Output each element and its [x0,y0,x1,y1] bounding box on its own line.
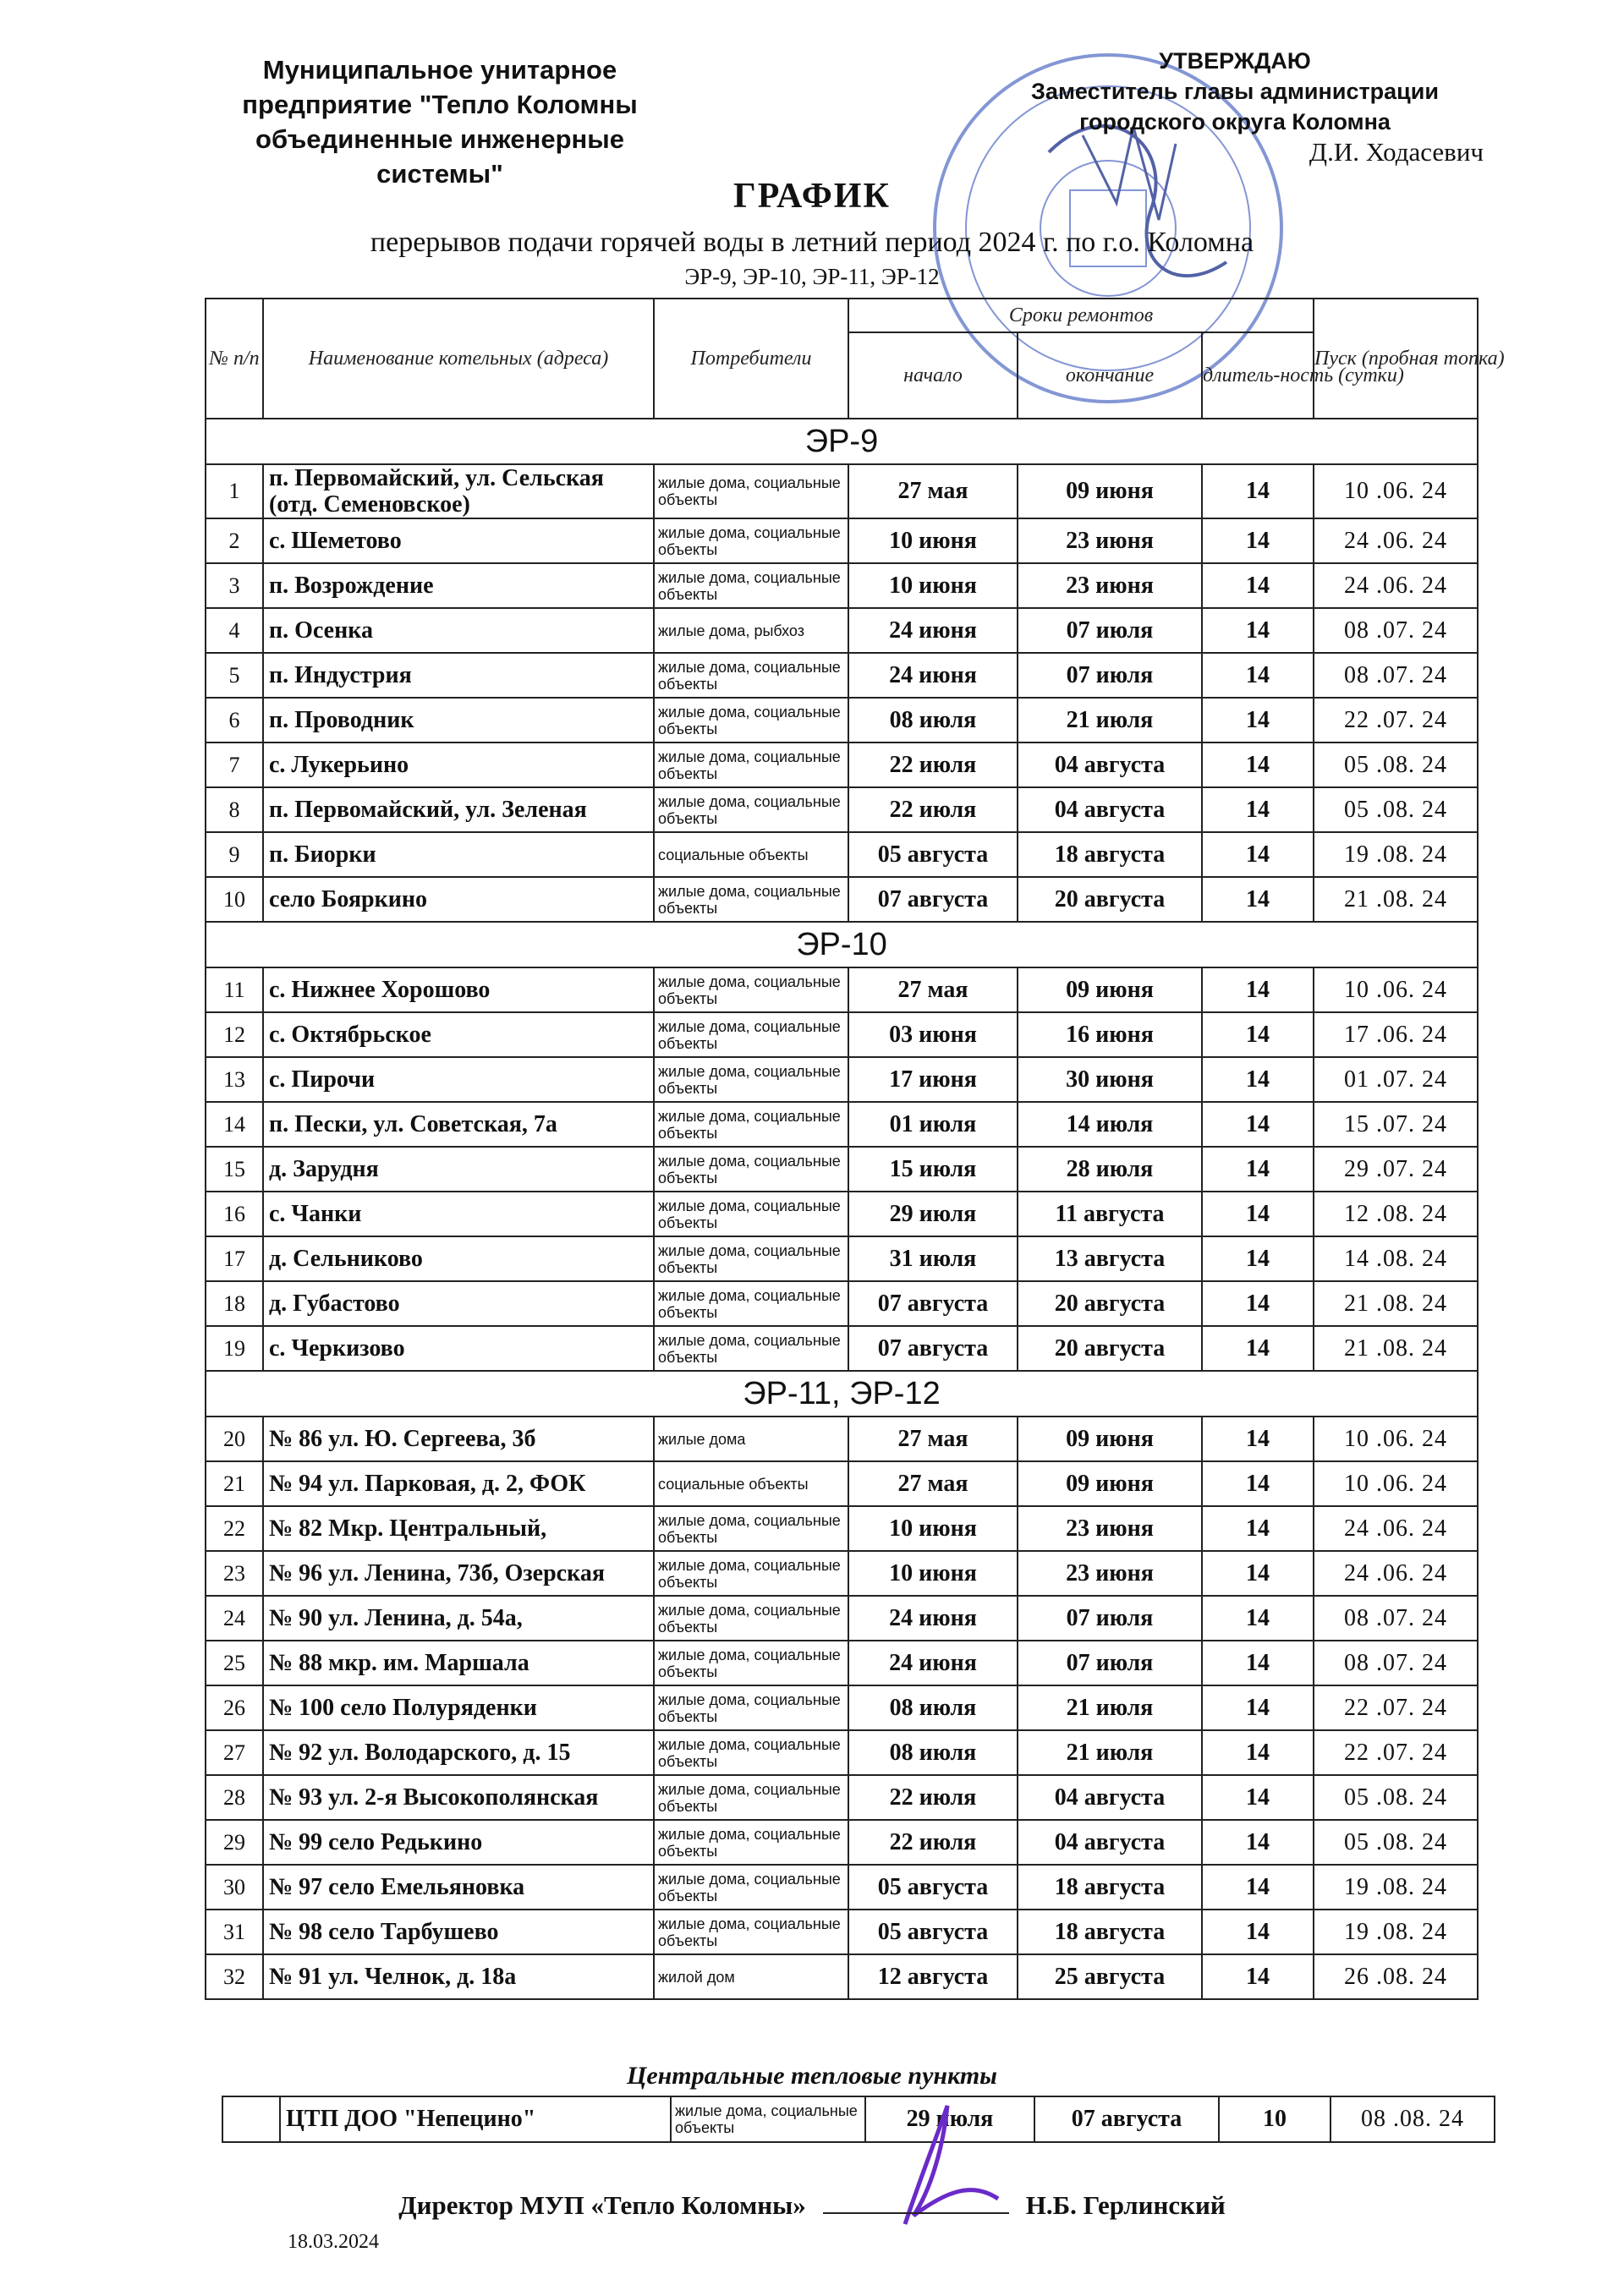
row-end: 04 августа [1018,787,1202,832]
row-duration: 14 [1202,1641,1314,1685]
row-launch: 24 .06. 24 [1314,1551,1478,1596]
col-start: начало [848,332,1018,419]
row-number: 21 [206,1461,263,1506]
approve-position: Заместитель главы администрации [1031,79,1439,104]
row-start: 24 июня [848,608,1018,653]
row-duration: 14 [1202,877,1314,922]
row-start: 07 августа [848,877,1018,922]
row-end: 23 июня [1018,1551,1202,1596]
row-start: 22 июля [848,1775,1018,1820]
row-consumers: жилые дома, рыбхоз [654,608,848,653]
row-number: 22 [206,1506,263,1551]
row-name: с. Чанки [263,1192,654,1236]
row-number: 19 [206,1326,263,1371]
schedule-table [205,298,1505,2000]
row-start: 08 июля [848,1730,1018,1775]
row-consumers: жилые дома, социальные объекты [654,1147,848,1192]
row-end: 20 августа [1018,877,1202,922]
row-name: п. Возрождение [263,563,654,608]
row-name: с. Лукерьино [263,743,654,787]
row-consumers: социальные объекты [654,1461,848,1506]
row-consumers: жилые дома, социальные объекты [654,1012,848,1057]
row-launch: 05 .08. 24 [1314,1820,1478,1865]
row-end: 28 июля [1018,1147,1202,1192]
row-launch: 05 .08. 24 [1314,743,1478,787]
row-number: 20 [206,1417,263,1461]
row-end: 09 июня [1018,1461,1202,1506]
row-duration: 14 [1202,1775,1314,1820]
table-row [206,1730,1478,1775]
row-launch: 05 .08. 24 [1314,1775,1478,1820]
row-end: 04 августа [1018,743,1202,787]
row-name: п. Первомайский, ул. Зеленая [263,787,654,832]
row-launch: 08 .07. 24 [1314,653,1478,698]
row-name: № 92 ул. Володарского, д. 15 [263,1730,654,1775]
table-row [206,1057,1478,1102]
table-row [206,743,1478,787]
row-name: с. Шеметово [263,518,654,563]
row-end: 16 июня [1018,1012,1202,1057]
col-end: окончание [1018,332,1202,419]
row-start: 24 июня [848,1641,1018,1685]
row-duration: 14 [1202,832,1314,877]
row-duration: 14 [1202,464,1314,518]
row-launch: 14 .08. 24 [1314,1236,1478,1281]
row-consumers: жилые дома, социальные объекты [654,743,848,787]
row-end: 21 июля [1018,1730,1202,1775]
row-number: 14 [206,1102,263,1147]
row-name: с. Октябрьское [263,1012,654,1057]
table-row [206,787,1478,832]
row-end: 18 августа [1018,1910,1202,1954]
approval-block [914,46,1556,167]
row-number: 7 [206,743,263,787]
row-end: 09 июня [1018,1417,1202,1461]
row-duration: 14 [1202,1236,1314,1281]
row-duration: 14 [1202,1147,1314,1192]
row-number [222,2096,280,2142]
row-number: 11 [206,967,263,1012]
row-end: 07 июля [1018,608,1202,653]
row-duration: 14 [1202,1910,1314,1954]
row-name: с. Пирочи [263,1057,654,1102]
col-consumers: Потребители [654,299,848,419]
row-end: 07 июля [1018,653,1202,698]
org-line-2: предприятие "Тепло Коломны [242,90,638,119]
row-start: 10 июня [848,563,1018,608]
row-end: 04 августа [1018,1775,1202,1820]
row-launch: 21 .08. 24 [1314,1326,1478,1371]
row-duration: 14 [1202,1417,1314,1461]
row-launch: 24 .06. 24 [1314,563,1478,608]
org-line-1: Муниципальное унитарное [262,55,617,85]
row-end: 13 августа [1018,1236,1202,1281]
row-launch: 10 .06. 24 [1314,1417,1478,1461]
row-duration: 14 [1202,1326,1314,1371]
row-end: 23 июня [1018,1506,1202,1551]
row-start: 15 июля [848,1147,1018,1192]
row-consumers: жилые дома, социальные объекты [654,1865,848,1910]
row-end: 14 июля [1018,1102,1202,1147]
row-start: 12 августа [848,1954,1018,1999]
section-title: ЭР-9 [206,419,1478,464]
row-duration: 10 [1219,2096,1330,2142]
col-repair-period: Сроки ремонтов [848,299,1314,332]
row-consumers: жилые дома, социальные объекты [654,1236,848,1281]
table-row [206,563,1478,608]
row-start: 27 мая [848,464,1018,518]
table-row [206,1012,1478,1057]
row-launch: 19 .08. 24 [1314,1910,1478,1954]
table-row [206,653,1478,698]
row-number: 30 [206,1865,263,1910]
section-header [206,419,1478,464]
row-start: 05 августа [848,1865,1018,1910]
document-subtitle: перерывов подачи горячей воды в летний период 2024 г. по г.о. Коломна [370,227,1254,258]
row-end: 07 июля [1018,1596,1202,1641]
table-row [206,1820,1478,1865]
row-consumers: жилые дома, социальные объекты [654,877,848,922]
row-launch: 08 .07. 24 [1314,608,1478,653]
row-launch: 19 .08. 24 [1314,832,1478,877]
table-row [206,1551,1478,1596]
table-row [206,1596,1478,1641]
row-duration: 14 [1202,1281,1314,1326]
section-header [206,922,1478,967]
document-title: ГРАФИК [733,177,891,216]
row-launch: 08 .07. 24 [1314,1641,1478,1685]
row-number: 10 [206,877,263,922]
table-row [206,877,1478,922]
row-end: 04 августа [1018,1820,1202,1865]
row-end: 18 августа [1018,832,1202,877]
row-start: 22 июля [848,787,1018,832]
approve-district: городского округа Коломна [1079,109,1391,134]
row-duration: 14 [1202,608,1314,653]
table-row [206,1281,1478,1326]
table-row [206,967,1478,1012]
table-row [206,518,1478,563]
table-row [206,1326,1478,1371]
document-regions: ЭР-9, ЭР-10, ЭР-11, ЭР-12 [684,264,940,289]
row-launch: 21 .08. 24 [1314,1281,1478,1326]
row-number: 9 [206,832,263,877]
row-start: 10 июня [848,518,1018,563]
row-launch: 21 .08. 24 [1314,877,1478,922]
approve-title: УТВЕРЖДАЮ [1159,48,1311,74]
row-start: 22 июля [848,1820,1018,1865]
row-duration: 14 [1202,1506,1314,1551]
row-number: 26 [206,1685,263,1730]
row-duration: 14 [1202,1012,1314,1057]
row-name: п. Проводник [263,698,654,743]
table-row [206,1954,1478,1999]
row-consumers: жилые дома, социальные объекты [654,1102,848,1147]
row-consumers: жилые дома, социальные объекты [654,1820,848,1865]
row-launch: 08 .07. 24 [1314,1596,1478,1641]
row-duration: 14 [1202,1192,1314,1236]
row-name: п. Биорки [263,832,654,877]
row-consumers: жилые дома [654,1417,848,1461]
row-duration: 14 [1202,1102,1314,1147]
org-line-4: системы" [376,159,503,189]
row-consumers: жилые дома, социальные объекты [654,563,848,608]
row-number: 27 [206,1730,263,1775]
row-name: д. Губастово [263,1281,654,1326]
row-consumers: жилые дома, социальные объекты [654,518,848,563]
row-duration: 14 [1202,518,1314,563]
row-number: 32 [206,1954,263,1999]
row-number: 28 [206,1775,263,1820]
table-row [206,1910,1478,1954]
row-name: д. Зарудня [263,1147,654,1192]
row-end: 23 июня [1018,518,1202,563]
row-launch: 29 .07. 24 [1314,1147,1478,1192]
approve-signatory: Д.И. Ходасевич [1309,137,1484,167]
row-consumers: жилые дома, социальные объекты [654,1596,848,1641]
row-start: 29 июля [865,2096,1034,2142]
row-start: 08 июля [848,1685,1018,1730]
row-start: 01 июля [848,1102,1018,1147]
row-launch: 19 .08. 24 [1314,1865,1478,1910]
row-consumers: социальные объекты [654,832,848,877]
row-name: № 94 ул. Парковая, д. 2, ФОК [263,1461,654,1506]
row-end: 20 августа [1018,1281,1202,1326]
row-consumers: жилые дома, социальные объекты [654,967,848,1012]
row-launch: 26 .08. 24 [1314,1954,1478,1999]
row-name: № 88 мкр. им. Маршала [263,1641,654,1685]
row-number: 6 [206,698,263,743]
row-duration: 14 [1202,698,1314,743]
row-launch: 22 .07. 24 [1314,698,1478,743]
row-end: 20 августа [1018,1326,1202,1371]
row-name: ЦТП ДОО "Непецино" [280,2096,671,2142]
row-number: 5 [206,653,263,698]
col-duration: длитель-ность (сутки) [1202,332,1314,419]
row-number: 24 [206,1596,263,1641]
row-name: п. Первомайский, ул. Сельская (отд. Семеновское) [263,464,654,518]
row-launch: 17 .06. 24 [1314,1012,1478,1057]
row-name: с. Черкизово [263,1326,654,1371]
row-launch: 22 .07. 24 [1314,1730,1478,1775]
row-name: п. Индустрия [263,653,654,698]
row-start: 07 августа [848,1281,1018,1326]
row-name: с. Нижнее Хорошово [263,967,654,1012]
row-duration: 14 [1202,1820,1314,1865]
table-row [206,1641,1478,1685]
row-name: п. Осенка [263,608,654,653]
row-end: 25 августа [1018,1954,1202,1999]
section-title: ЭР-10 [206,922,1478,967]
row-launch: 08 .08. 24 [1330,2096,1495,2142]
row-consumers: жилые дома, социальные объекты [654,1910,848,1954]
table-row [206,1775,1478,1820]
row-consumers: жилые дома, социальные объекты [671,2096,865,2142]
table-row [206,1102,1478,1147]
row-end: 21 июля [1018,1685,1202,1730]
row-duration: 14 [1202,1461,1314,1506]
row-start: 05 августа [848,1910,1018,1954]
row-duration: 14 [1202,1730,1314,1775]
row-consumers: жилые дома, социальные объекты [654,1057,848,1102]
row-launch: 22 .07. 24 [1314,1685,1478,1730]
row-consumers: жилые дома, социальные объекты [654,787,848,832]
table-row [206,1147,1478,1192]
col-name: Наименование котельных (адреса) [263,299,654,419]
row-end: 23 июня [1018,563,1202,608]
row-name: п. Пески, ул. Советская, 7а [263,1102,654,1147]
section-header [206,1371,1478,1417]
row-start: 05 августа [848,832,1018,877]
table-row [206,698,1478,743]
row-end: 30 июня [1018,1057,1202,1102]
row-number: 15 [206,1147,263,1192]
row-start: 22 июля [848,743,1018,787]
row-end: 09 июня [1018,967,1202,1012]
signature-line [823,2190,1009,2214]
row-number: 1 [206,464,263,518]
row-consumers: жилые дома, социальные объекты [654,1326,848,1371]
row-name: д. Сельниково [263,1236,654,1281]
row-launch: 24 .06. 24 [1314,518,1478,563]
row-consumers: жилые дома, социальные объекты [654,1641,848,1685]
row-start: 10 июня [848,1551,1018,1596]
table-row [206,1865,1478,1910]
row-consumers: жилые дома, социальные объекты [654,1730,848,1775]
row-consumers: жилой дом [654,1954,848,1999]
row-number: 31 [206,1910,263,1954]
row-name: № 82 Мкр. Центральный, [263,1506,654,1551]
row-launch: 15 .07. 24 [1314,1102,1478,1147]
ctp-caption: Центральные тепловые пункты [626,2062,998,2090]
row-consumers: жилые дома, социальные объекты [654,1775,848,1820]
row-launch: 24 .06. 24 [1314,1506,1478,1551]
row-consumers: жилые дома, социальные объекты [654,1551,848,1596]
row-number: 25 [206,1641,263,1685]
row-launch: 05 .08. 24 [1314,787,1478,832]
table-row [206,832,1478,877]
row-name: № 96 ул. Ленина, 73б, Озерская [263,1551,654,1596]
row-number: 2 [206,518,263,563]
row-launch: 10 .06. 24 [1314,464,1478,518]
section-title: ЭР-11, ЭР-12 [206,1371,1478,1417]
row-start: 10 июня [848,1506,1018,1551]
row-number: 18 [206,1281,263,1326]
row-duration: 14 [1202,743,1314,787]
row-end: 11 августа [1018,1192,1202,1236]
row-duration: 14 [1202,787,1314,832]
row-duration: 14 [1202,1057,1314,1102]
row-launch: 10 .06. 24 [1314,1461,1478,1506]
row-duration: 14 [1202,563,1314,608]
row-number: 4 [206,608,263,653]
row-duration: 14 [1202,1685,1314,1730]
row-launch: 12 .08. 24 [1314,1192,1478,1236]
row-number: 12 [206,1012,263,1057]
director-name: Н.Б. Герлинский [1025,2190,1226,2220]
row-name: № 98 село Тарбушево [263,1910,654,1954]
row-consumers: жилые дома, социальные объекты [654,464,848,518]
row-consumers: жилые дома, социальные объекты [654,1281,848,1326]
row-end: 09 июня [1018,464,1202,518]
row-end: 18 августа [1018,1865,1202,1910]
table-row [206,1506,1478,1551]
row-start: 27 мая [848,1461,1018,1506]
row-start: 03 июня [848,1012,1018,1057]
row-number: 16 [206,1192,263,1236]
row-start: 27 мая [848,1417,1018,1461]
row-start: 24 июня [848,1596,1018,1641]
row-end: 07 августа [1034,2096,1219,2142]
table-row [206,464,1478,518]
row-consumers: жилые дома, социальные объекты [654,653,848,698]
row-number: 8 [206,787,263,832]
row-start: 29 июля [848,1192,1018,1236]
row-duration: 14 [1202,1551,1314,1596]
col-number: № п/п [206,299,263,419]
table-row [206,1417,1478,1461]
row-start: 08 июля [848,698,1018,743]
col-launch: Пуск (пробная топка) [1314,299,1478,419]
table-row [206,1236,1478,1281]
row-consumers: жилые дома, социальные объекты [654,1192,848,1236]
row-start: 27 мая [848,967,1018,1012]
row-name: № 90 ул. Ленина, д. 54а, [263,1596,654,1641]
row-duration: 14 [1202,653,1314,698]
row-consumers: жилые дома, социальные объекты [654,1506,848,1551]
row-name: № 99 село Редькино [263,1820,654,1865]
row-start: 24 июня [848,653,1018,698]
row-end: 21 июля [1018,698,1202,743]
row-number: 23 [206,1551,263,1596]
row-launch: 01 .07. 24 [1314,1057,1478,1102]
row-launch: 10 .06. 24 [1314,967,1478,1012]
table-row [206,608,1478,653]
row-name: № 91 ул. Челнок, д. 18а [263,1954,654,1999]
row-number: 17 [206,1236,263,1281]
director-title: Директор МУП «Тепло Коломны» [398,2190,806,2220]
table-row [206,1192,1478,1236]
row-number: 29 [206,1820,263,1865]
row-name: № 97 село Емельяновка [263,1865,654,1910]
row-name: № 93 ул. 2-я Высокополянская [263,1775,654,1820]
row-name: № 86 ул. Ю. Сергеева, 3б [263,1417,654,1461]
row-number: 3 [206,563,263,608]
row-start: 31 июля [848,1236,1018,1281]
row-consumers: жилые дома, социальные объекты [654,1685,848,1730]
document-date: 18.03.2024 [288,2231,379,2253]
row-consumers: жилые дома, социальные объекты [654,698,848,743]
organization-name [186,52,694,191]
row-end: 07 июля [1018,1641,1202,1685]
director-line [0,2190,1624,2221]
row-duration: 14 [1202,1865,1314,1910]
table-row [206,1685,1478,1730]
org-line-3: объединенные инженерные [255,124,624,154]
row-start: 07 августа [848,1326,1018,1371]
row-number: 13 [206,1057,263,1102]
row-duration: 14 [1202,1596,1314,1641]
row-start: 17 июня [848,1057,1018,1102]
row-name: село Бояркино [263,877,654,922]
row-duration: 14 [1202,1954,1314,1999]
row-name: № 100 село Полуряденки [263,1685,654,1730]
table-row [206,1461,1478,1506]
row-duration: 14 [1202,967,1314,1012]
